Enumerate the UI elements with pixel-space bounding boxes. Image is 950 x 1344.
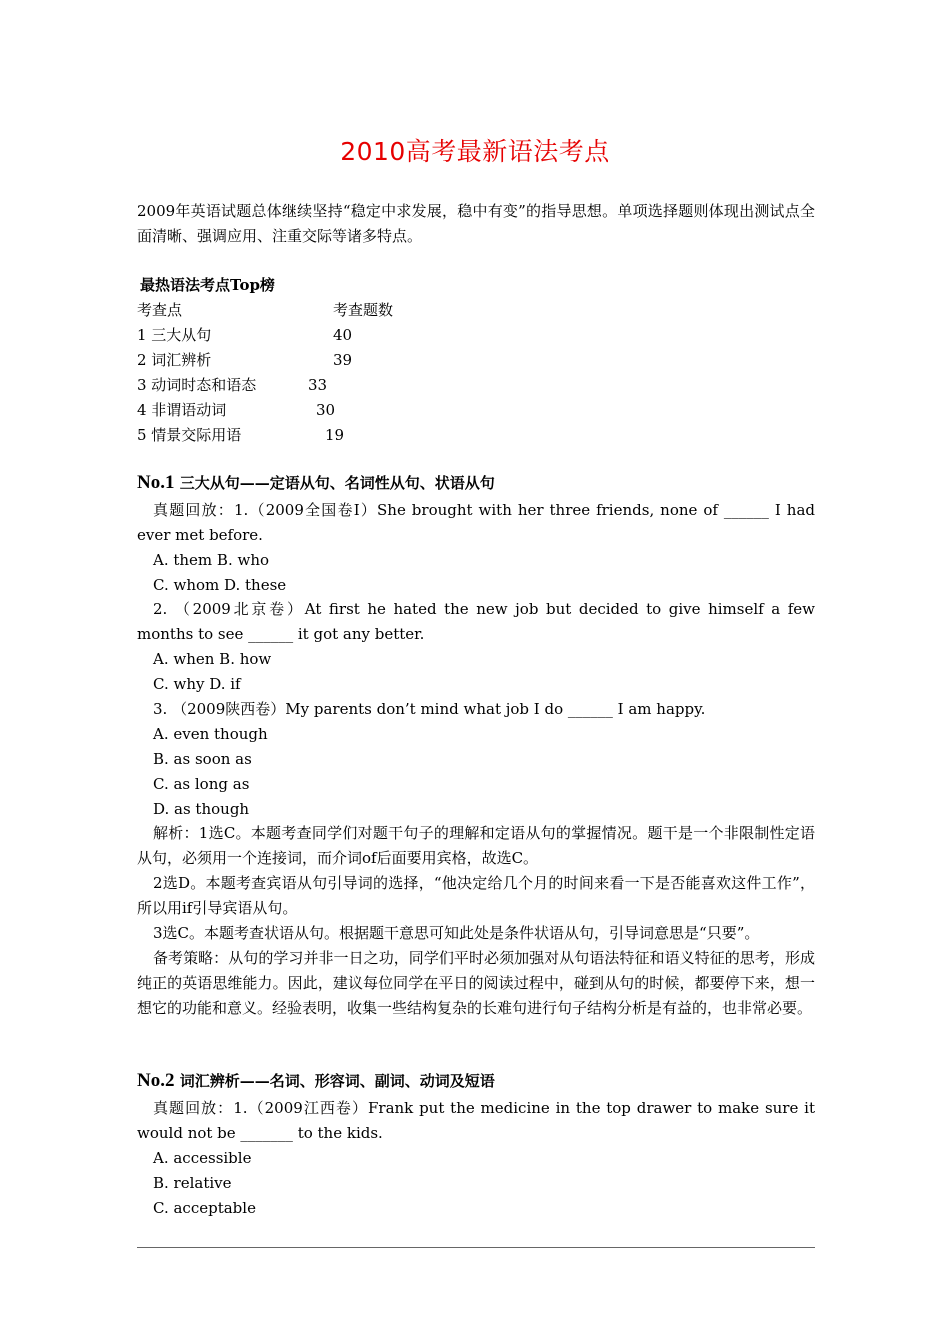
section2-title: 词汇辨析——名词、形容词、副词、动词及短语 [174, 1072, 495, 1090]
top-list-row-label: 3 动词时态和语态 [137, 376, 257, 394]
section2-number: No.2 [137, 1070, 175, 1091]
top-list-row-count: 39 [333, 351, 353, 369]
section1-analysis-2: 2选D。本题考查宾语从句引导词的选择，“他决定给几个月的时间来看一下是否能喜欢这件工作”，所以用if引导宾语从句。 [137, 874, 815, 917]
top-list-col1-header: 考查点 [137, 301, 183, 319]
page-title: 2010高考最新语法考点 [340, 137, 610, 166]
section1-q2-options-cd: C. why D. if [153, 675, 241, 693]
top-list-col2-header: 考查题数 [333, 301, 394, 319]
section1-q3-option-c: C. as long as [153, 775, 250, 793]
top-list-row-count: 33 [308, 376, 328, 394]
section1-title: 三大从句——定语从句、名词性从句、状语从句 [174, 474, 495, 492]
section1-q3-option-a: A. even though [153, 725, 268, 743]
section1-question-2: 2. （2009北京卷）At first he hated the new job but decided to give himself a few months to see ______ it got any better. [137, 600, 815, 643]
intro-paragraph: 2009年英语试题总体继续坚持“稳定中求发展，稳中有变”的指导思想。单项选择题则体现出测试点全面清晰、强调应用、注重交际等诸多特点。 [137, 202, 815, 245]
section2-heading [137, 1070, 495, 1092]
top-list-heading: 最热语法考点Top榜 [140, 276, 275, 294]
top-list-row-label: 4 非谓语动词 [137, 401, 227, 419]
section1-q1-options-cd: C. whom D. these [153, 576, 287, 594]
section1-number: No.1 [137, 472, 175, 493]
section1-strategy: 备考策略：从句的学习并非一日之功，同学们平时必须加强对从句语法特征和语义特征的思考，形成纯正的英语思维能力。因此，建议每位同学在平日的阅读过程中，碰到从句的时候，都要停下来，想一想它的功能和意义。经验表明，收集一些结构复杂的长难句进行句子结构分析是有益的，也非常必要。 [137, 949, 815, 1017]
section1-heading [137, 472, 495, 494]
section1-q3-option-d: D. as though [153, 800, 250, 818]
top-list-row-count: 40 [333, 326, 353, 344]
section1-q2-options-ab: A. when B. how [153, 650, 272, 668]
section2-q1-option-c: C. acceptable [153, 1199, 256, 1217]
section1-analysis-1: 解析：1选C。本题考查同学们对题干句子的理解和定语从句的掌握情况。题干是一个非限制性定语从句，必须用一个连接词，而介词of后面要用宾格，故选C。 [137, 824, 815, 867]
top-list-row-label: 2 词汇辨析 [137, 351, 212, 369]
section2-question-1: 真题回放：1.（2009江西卷）Frank put the medicine in the top drawer to make sure it would not be _______ to the kids. [137, 1099, 815, 1142]
section1-question-1: 真题回放：1.（2009全国卷Ⅰ）She brought with her three friends, none of ______ I had ever met before. [137, 501, 815, 544]
top-list-row-count: 30 [316, 401, 336, 419]
section1-question-3: 3. （2009陕西卷）My parents don’t mind what job I do ______ I am happy. [153, 700, 706, 718]
section1-analysis-3: 3选C。本题考查状语从句。根据题干意思可知此处是条件状语从句，引导词意思是“只要”。 [153, 924, 760, 942]
section1-q3-option-b: B. as soon as [153, 750, 252, 768]
section1-q1-options-ab: A. them B. who [153, 551, 270, 569]
top-list-row-label: 1 三大从句 [137, 326, 212, 344]
top-list-row-label: 5 情景交际用语 [137, 426, 242, 444]
section2-q1-option-a: A. accessible [153, 1149, 252, 1167]
section2-q1-option-b: B. relative [153, 1174, 232, 1192]
page-bottom-divider [137, 1247, 815, 1248]
top-list-row-count: 19 [325, 426, 345, 444]
